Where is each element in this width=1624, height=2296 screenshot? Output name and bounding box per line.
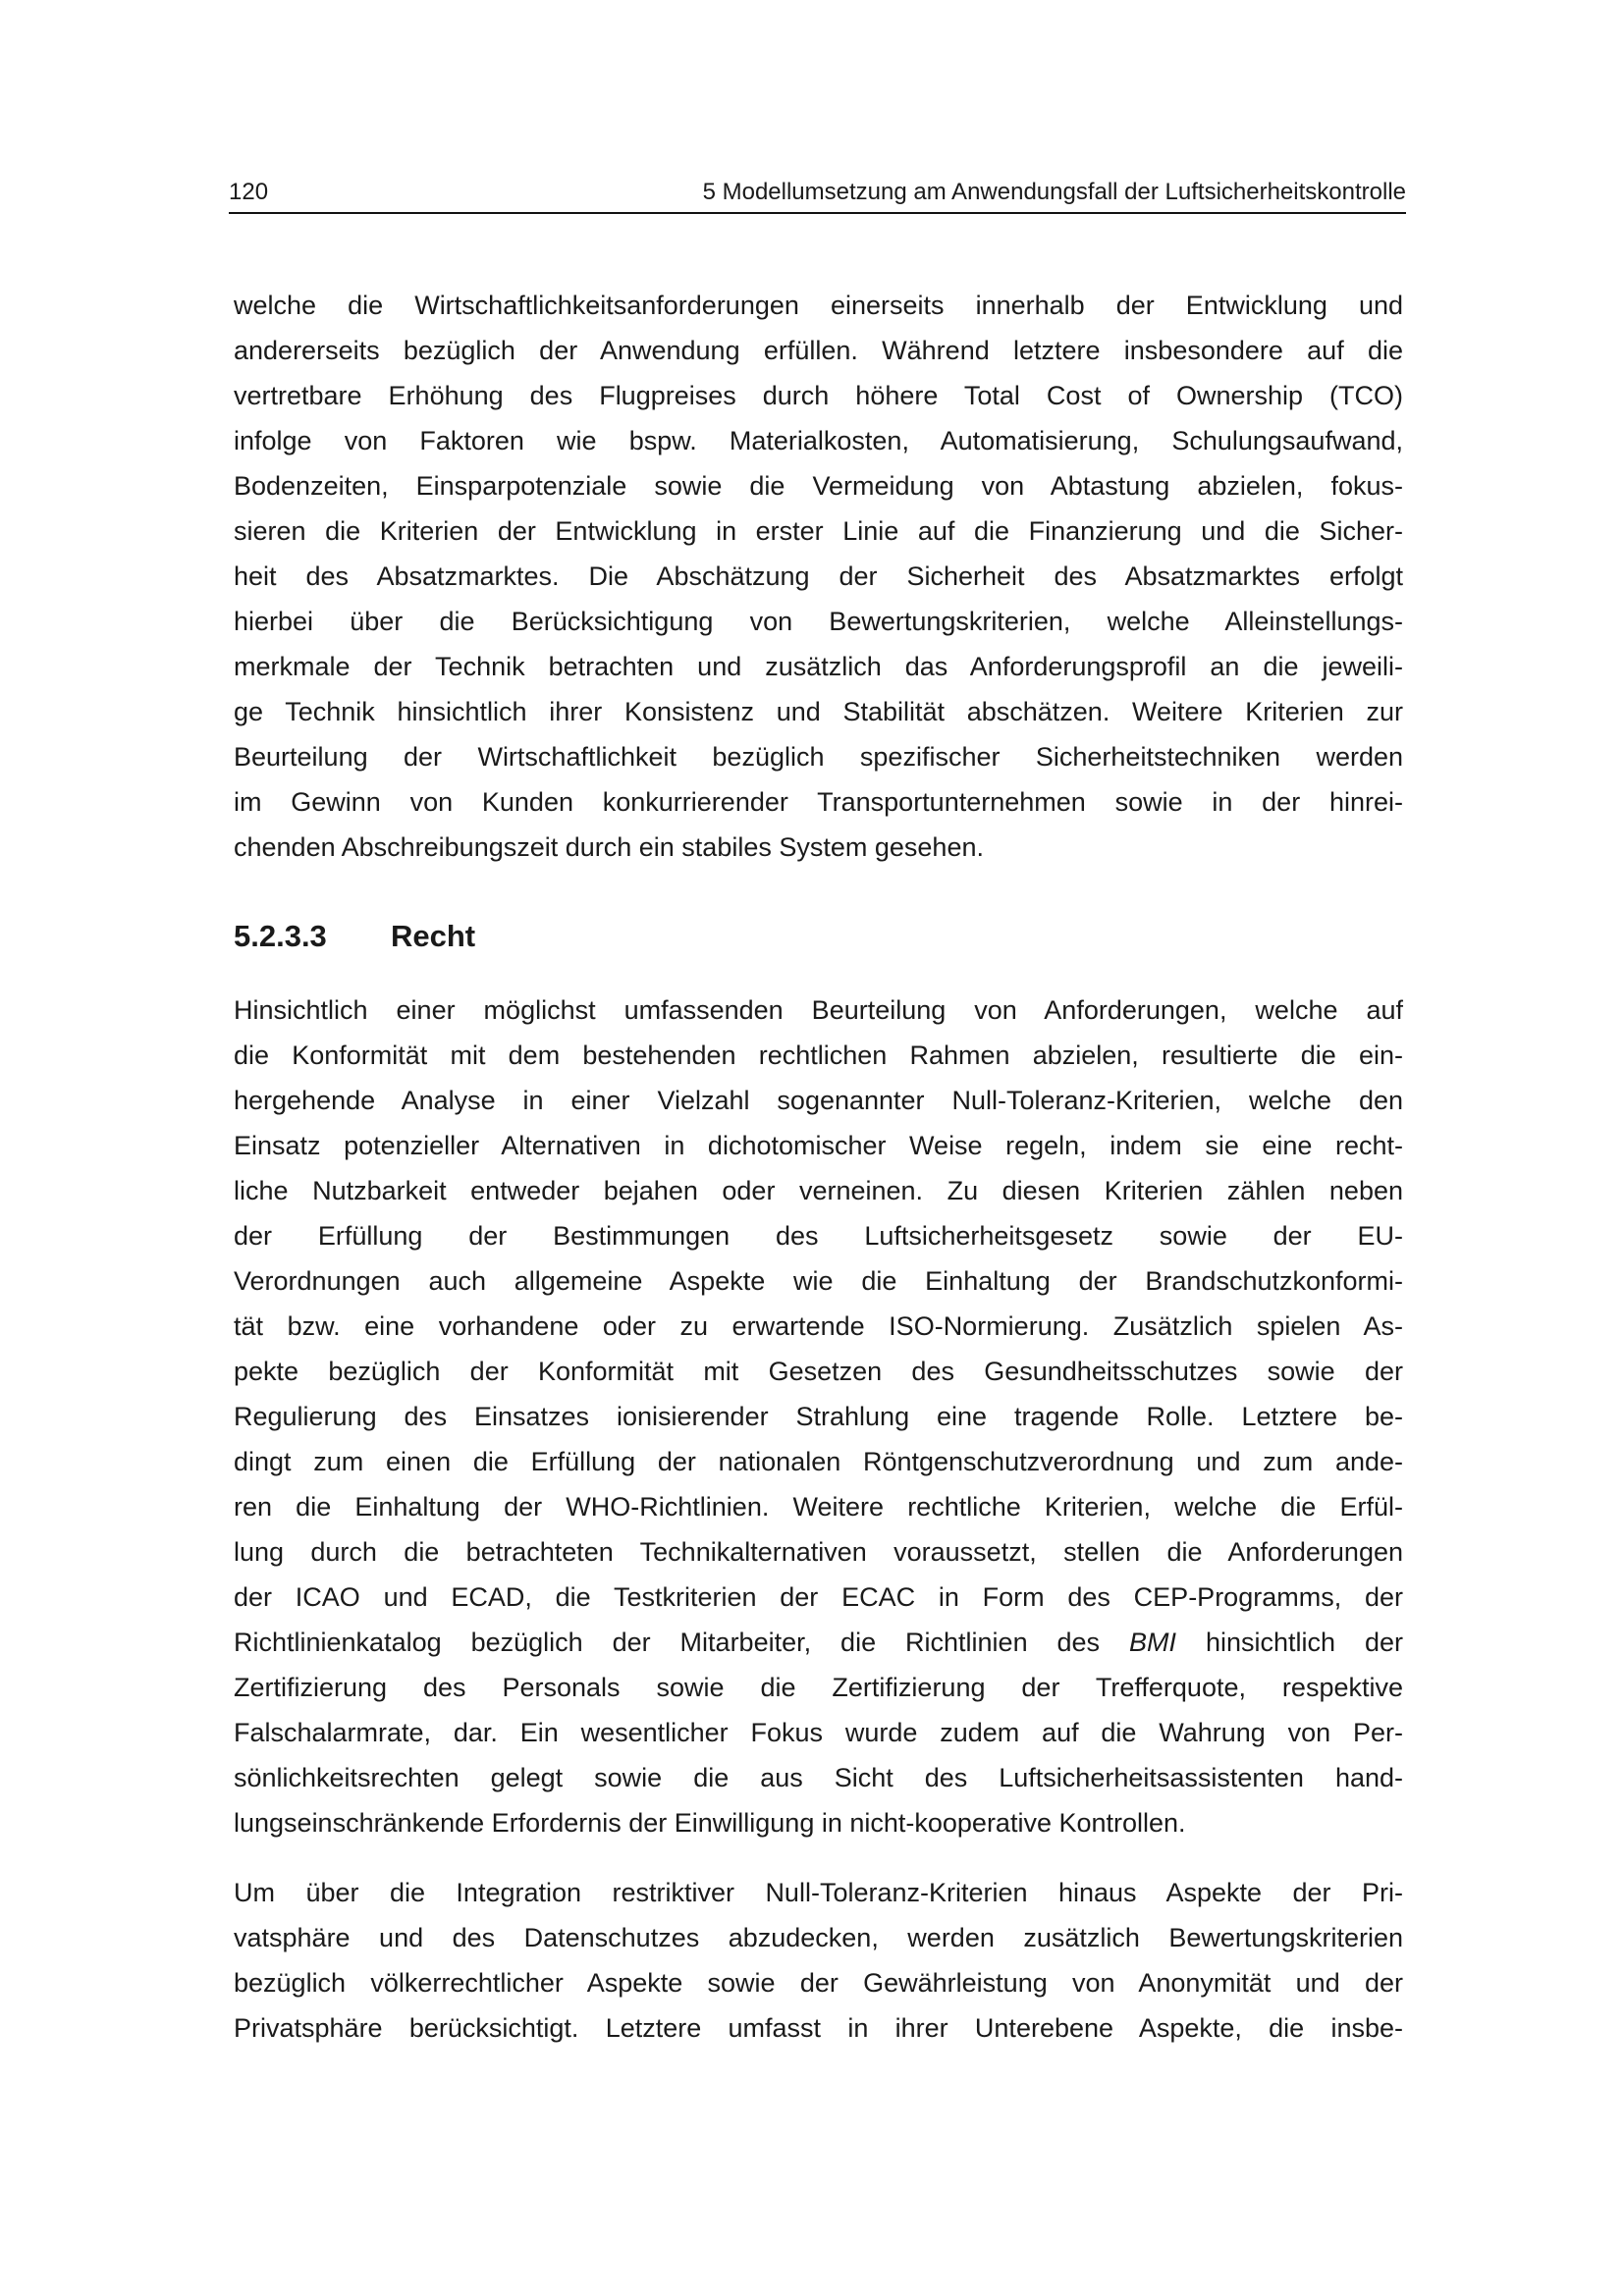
text-line [234,1620,1403,1665]
section-title: Recht [391,919,476,953]
text-line: chenden Abschreibungszeit durch ein stabiles System gesehen. [234,832,984,862]
text-segment: Richtlinienkatalog bezüglich der Mitarbeiter, die Richtlinien des [234,1628,1130,1657]
text-line: der Erfüllung der Bestimmungen des Luftsicherheitsgesetz sowie der EU- [234,1221,1403,1251]
text-segment: hinsichtlich der [1176,1628,1404,1657]
text-line: ren die Einhaltung der WHO-Richtlinien. Weitere rechtliche Kriterien, welche die Erfül- [234,1492,1403,1522]
text-line: merkmale der Technik betrachten und zusätzlich das Anforderungsprofil an die jeweili- [234,652,1403,681]
text-line: andererseits bezüglich der Anwendung erfüllen. Während letztere insbesondere auf die [234,336,1403,365]
text-line: Einsatz potenzieller Alternativen in dichotomischer Weise regeln, indem sie eine recht- [234,1131,1403,1160]
text-line: die Konformität mit dem bestehenden rechtlichen Rahmen abzielen, resultierte die ein- [234,1041,1403,1070]
text-line: vatsphäre und des Datenschutzes abzudecken, werden zusätzlich Bewertungskriterien [234,1923,1403,1952]
text-line: infolge von Faktoren wie bspw. Materialkosten, Automatisierung, Schulungsaufwand, [234,426,1403,455]
paragraph-1 [234,283,1403,870]
text-line: tät bzw. eine vorhandene oder zu erwartende ISO-Normierung. Zusätzlich spielen As- [234,1311,1403,1341]
paragraph-2 [234,988,1403,1845]
text-line: welche die Wirtschaftlichkeitsanforderungen einerseits innerhalb der Entwicklung und [234,291,1403,320]
text-line: sieren die Kriterien der Entwicklung in erster Linie auf die Finanzierung und die Sicher- [234,516,1403,546]
page-number: 120 [229,179,269,205]
text-line: Regulierung des Einsatzes ionisierender Strahlung eine tragende Rolle. Letztere be- [234,1402,1403,1431]
text-line: Hinsichtlich einer möglichst umfassenden Beurteilung von Anforderungen, welche auf [234,995,1403,1025]
text-line: dingt zum einen die Erfüllung der nationalen Röntgenschutzverordnung und zum ande- [234,1447,1403,1476]
paragraph-3 [234,1870,1403,2051]
running-header [229,175,1406,210]
text-line: Um über die Integration restriktiver Null-Toleranz-Kriterien hinaus Aspekte der Pri- [234,1878,1403,1907]
section-number: 5.2.3.3 [234,919,327,953]
text-line: pekte bezüglich der Konformität mit Gesetzen des Gesundheitsschutzes sowie der [234,1357,1403,1386]
italic-term: BMI [1129,1628,1177,1657]
text-line: lungseinschränkende Erfordernis der Einwilligung in nicht-kooperative Kontrollen. [234,1808,1186,1838]
text-line: der ICAO und ECAD, die Testkriterien der ECAC in Form des CEP-Programms, der [234,1582,1403,1612]
text-line: liche Nutzbarkeit entweder bejahen oder verneinen. Zu diesen Kriterien zählen neben [234,1176,1403,1205]
text-line: Falschalarmrate, dar. Ein wesentlicher Fokus wurde zudem auf die Wahrung von Per- [234,1718,1403,1747]
text-line: sönlichkeitsrechten gelegt sowie die aus Sicht des Luftsicherheitsassistenten hand- [234,1763,1403,1792]
text-line: heit des Absatzmarktes. Die Abschätzung der Sicherheit des Absatzmarktes erfolgt [234,561,1403,591]
text-line: Zertifizierung des Personals sowie die Zertifizierung der Trefferquote, respektive [234,1673,1403,1702]
text-line: Beurteilung der Wirtschaftlichkeit bezüglich spezifischer Sicherheitstechniken werden [234,742,1403,772]
text-line: Verordnungen auch allgemeine Aspekte wie die Einhaltung der Brandschutzkonformi- [234,1266,1403,1296]
text-line: hergehende Analyse in einer Vielzahl sogenannter Null-Toleranz-Kriterien, welche den [234,1086,1403,1115]
text-line: Bodenzeiten, Einsparpotenziale sowie die Vermeidung von Abtastung abzielen, fokus- [234,471,1403,501]
header-rule [229,212,1406,214]
chapter-title: 5 Modellumsetzung am Anwendungsfall der Luftsicherheitskontrolle [702,179,1406,205]
text-line: vertretbare Erhöhung des Flugpreises durch höhere Total Cost of Ownership (TCO) [234,381,1403,410]
text-line: hierbei über die Berücksichtigung von Bewertungskriterien, welche Alleinstellungs- [234,607,1403,636]
text-line: lung durch die betrachteten Technikalternativen voraussetzt, stellen die Anforderungen [234,1537,1403,1567]
text-line: Privatsphäre berücksichtigt. Letztere umfasst in ihrer Unterebene Aspekte, die insbe- [234,2013,1403,2043]
text-line: ge Technik hinsichtlich ihrer Konsistenz und Stabilität abschätzen. Weitere Kriterien zur [234,697,1403,726]
text-line: im Gewinn von Kunden konkurrierender Transportunternehmen sowie in der hinrei- [234,787,1403,817]
text-line: bezüglich völkerrechtlicher Aspekte sowie der Gewährleistung von Anonymität und der [234,1968,1403,1998]
